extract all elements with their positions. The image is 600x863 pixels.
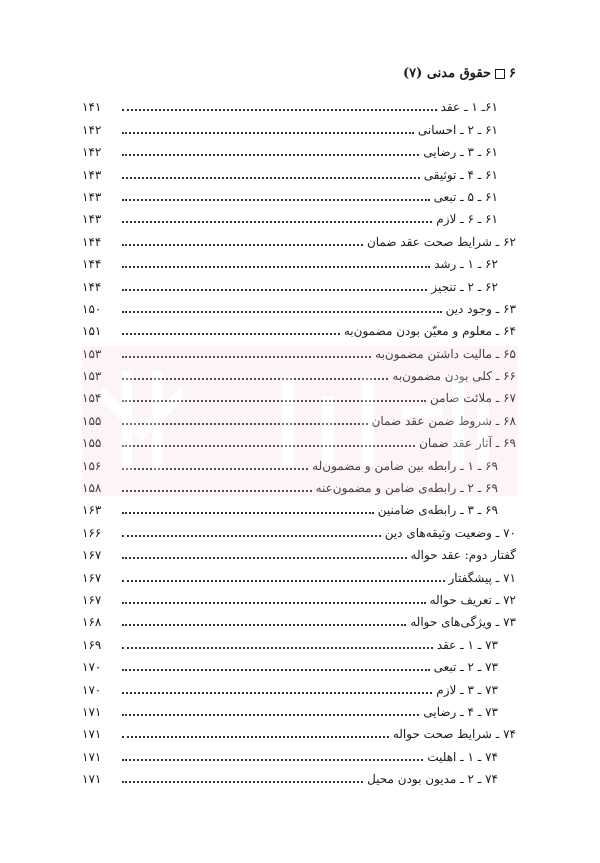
toc-entry (82, 139, 516, 161)
square-bullet-icon (495, 69, 505, 79)
toc-entry-page: ۱۶۷ (82, 548, 102, 563)
dot-leader (122, 198, 430, 201)
toc-entry-title: ۷۲ ـ تعریف حواله (429, 592, 516, 607)
dot-leader (122, 623, 406, 626)
toc-entry-page: ۱۴۳ (82, 212, 102, 227)
table-of-contents (82, 94, 516, 788)
toc-entry (82, 631, 516, 653)
toc-entry (82, 94, 516, 116)
toc-entry-page: ۱۵۳ (82, 369, 102, 384)
toc-entry-page: ۱۵۵ (82, 413, 102, 428)
toc-entry-title: ۷۰ ـ وضعیت وثیقه‌های دین (384, 525, 516, 540)
toc-entry (82, 766, 516, 788)
toc-entry-page: ۱۵۴ (82, 391, 102, 406)
toc-entry (82, 721, 516, 743)
dot-leader (122, 243, 363, 246)
toc-entry (82, 609, 516, 631)
toc-entry-page: ۱۷۰ (82, 682, 102, 697)
toc-entry-title: گفتار دوم: عقد حواله (410, 548, 516, 563)
toc-entry-title: ۷۴ ـ ۱ ـ اهلیت (427, 749, 498, 764)
toc-entry-title: ۶۱ ـ ۶ ـ لازم (436, 212, 498, 227)
dot-leader (122, 377, 388, 380)
toc-entry (82, 475, 516, 497)
toc-entry (82, 296, 516, 318)
page-header (403, 66, 516, 81)
toc-entry-page: ۱۶۸ (82, 615, 102, 630)
toc-entry-title: ۷۳ ـ ۱ ـ عقد (436, 637, 498, 652)
toc-entry-page: ۱۶۷ (82, 570, 102, 585)
dot-leader (122, 467, 308, 470)
toc-entry-page: ۱۴۲ (82, 145, 102, 160)
toc-entry-title: ۷۱ ـ پیشگفتار (448, 570, 516, 585)
toc-entry-title: ۶۹ ـ ۲ ـ رابطه‌ی ضامن و مضمون‌عنه (315, 481, 498, 496)
toc-entry-title: ۷۳ ـ ۲ ـ تبعی (433, 660, 498, 675)
toc-entry-page: ۱۵۰ (82, 301, 102, 316)
toc-entry (82, 497, 516, 519)
dot-leader (122, 691, 432, 694)
toc-entry-page: ۱۵۶ (82, 458, 102, 473)
toc-entry-title: ۶۱ ـ ۳ ـ رضایی (423, 145, 498, 160)
toc-entry-title: ۶۱ ـ ۴ ـ توثیقی (423, 167, 498, 182)
dot-leader (122, 758, 423, 761)
toc-entry (82, 184, 516, 206)
book-title: حقوق مدنی (۷) (403, 66, 492, 81)
toc-entry-title: ۶۲ ـ ۱ ـ رشد (434, 257, 498, 272)
toc-entry-title: ۶۴ ـ معلوم و معیّن بودن مضمون‌به (343, 324, 516, 339)
toc-entry (82, 654, 516, 676)
dot-leader (122, 108, 437, 111)
toc-entry (82, 743, 516, 765)
toc-entry-title: ۶۸ ـ شروط ضمن عقد ضمان (371, 413, 516, 428)
toc-entry-page: ۱۵۱ (82, 324, 102, 339)
dot-leader (122, 735, 389, 738)
toc-entry (82, 385, 516, 407)
toc-entry (82, 407, 516, 429)
dot-leader (122, 176, 420, 179)
toc-entry (82, 273, 516, 295)
toc-entry (82, 251, 516, 273)
toc-entry (82, 676, 516, 698)
toc-entry-title: ۷۴ ـ شرایط صحت حواله (392, 727, 516, 742)
dot-leader (122, 646, 433, 649)
toc-entry-title: ۶۱ ـ ۵ ـ تبعی (433, 189, 498, 204)
toc-entry-title: ۶۵ ـ مالیت داشتن مضمون‌به (375, 346, 516, 361)
dot-leader (122, 131, 414, 134)
toc-entry-page: ۱۴۴ (82, 234, 102, 249)
dot-leader (122, 601, 426, 604)
dot-leader (122, 511, 374, 514)
dot-leader (122, 556, 407, 559)
toc-entry-title: ۷۳ ـ ویژگی‌های حواله (410, 615, 516, 630)
toc-entry-page: ۱۴۴ (82, 257, 102, 272)
dot-leader (122, 444, 415, 447)
toc-entry-page: ۱۴۳ (82, 167, 102, 182)
toc-entry-title: ۶۹ ـ ۱ ـ رابطه بین ضامن و مضمون‌له (312, 458, 498, 473)
toc-entry (82, 363, 516, 385)
toc-entry-title: ۷۳ ـ ۳ ـ لازم (436, 682, 498, 697)
dot-leader (122, 780, 363, 783)
dot-leader (122, 332, 340, 335)
toc-entry-page: ۱۴۱ (82, 100, 102, 115)
toc-entry-title: ۶۲ ـ شرایط صحت عقد ضمان (366, 234, 516, 249)
dot-leader (122, 422, 368, 425)
toc-entry (82, 228, 516, 250)
toc-entry (82, 564, 516, 586)
toc-entry-page: ۱۶۷ (82, 592, 102, 607)
dot-leader (122, 399, 426, 402)
dot-leader (122, 310, 442, 313)
dot-leader (122, 355, 371, 358)
toc-entry-title: ۷۴ ـ ۲ ـ مدیون بودن محیل (367, 772, 498, 787)
toc-entry (82, 452, 516, 474)
toc-entry-page: ۱۶۹ (82, 637, 102, 652)
toc-entry-page: ۱۴۴ (82, 279, 102, 294)
toc-entry-page: ۱۷۱ (82, 727, 102, 742)
toc-entry (82, 340, 516, 362)
dot-leader (122, 489, 312, 492)
toc-entry-page: ۱۷۱ (82, 772, 102, 787)
dot-leader (122, 153, 419, 156)
toc-entry (82, 318, 516, 340)
toc-entry-title: ۶۲ ـ ۲ ـ تنجیز (431, 279, 498, 294)
toc-entry-title: ۷۳ ـ ۴ ـ رضایی (423, 704, 498, 719)
toc-entry-title: ۶۶ ـ کلی بودن مضمون‌به (392, 369, 516, 384)
toc-entry (82, 519, 516, 541)
toc-entry (82, 430, 516, 452)
toc-entry-page: ۱۵۳ (82, 346, 102, 361)
toc-entry-page: ۱۴۲ (82, 122, 102, 137)
toc-entry-title: ۶۹ ـ آثار عقد ضمان (419, 436, 516, 451)
toc-entry-title: ۶۱ـ ۱ ـ عقد (440, 100, 498, 115)
toc-entry (82, 587, 516, 609)
toc-entry-page: ۱۴۳ (82, 189, 102, 204)
dot-leader (122, 579, 445, 582)
dot-leader (122, 713, 419, 716)
dot-leader (122, 534, 381, 537)
dot-leader (122, 668, 430, 671)
toc-entry-title: ۶۳ ـ وجود دین (445, 301, 516, 316)
toc-entry-page: ۱۵۸ (82, 481, 102, 496)
dot-leader (122, 220, 432, 223)
toc-entry (82, 542, 516, 564)
toc-entry-page: ۱۶۶ (82, 525, 102, 540)
page-number: ۶ (509, 66, 516, 81)
dot-leader (122, 288, 427, 291)
toc-entry-page: ۱۷۰ (82, 660, 102, 675)
toc-entry-title: ۶۹ ـ ۳ ـ رابطه‌ی ضامنین (377, 503, 498, 518)
toc-entry-page: ۱۵۵ (82, 436, 102, 451)
toc-entry (82, 699, 516, 721)
toc-entry (82, 116, 516, 138)
toc-entry-page: ۱۷۱ (82, 749, 102, 764)
toc-entry (82, 206, 516, 228)
dot-leader (122, 265, 430, 268)
toc-entry-page: ۱۶۳ (82, 503, 102, 518)
toc-entry-page: ۱۷۱ (82, 704, 102, 719)
toc-entry-title: ۶۷ ـ ملائت ضامن (430, 391, 516, 406)
toc-entry-title: ۶۱ ـ ۲ ـ احسانی (417, 122, 498, 137)
toc-entry (82, 161, 516, 183)
